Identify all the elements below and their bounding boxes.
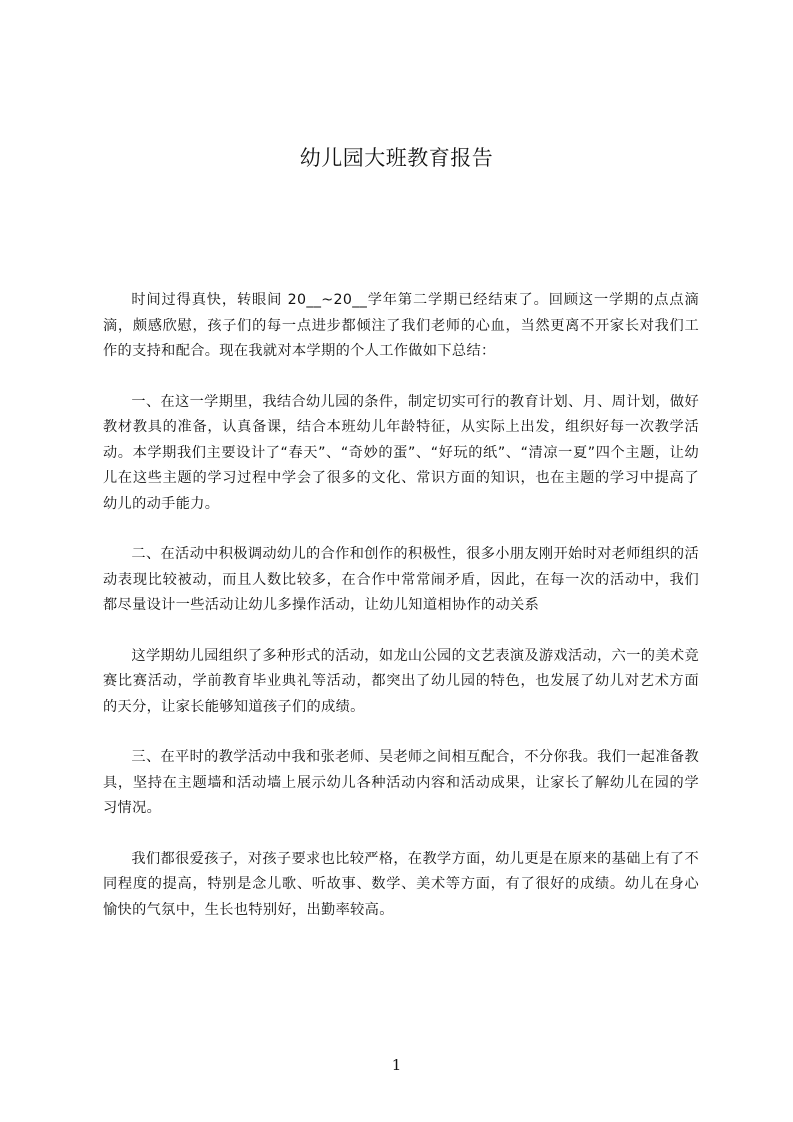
- paragraph-section-three: 三、在平时的教学活动中我和张老师、吴老师之间相互配合，不分你我。我们一起准备教具，坚持在主题墙和活动墙上展示幼儿各种活动内容和活动成果，让家长了解幼儿在园的学习情况。: [103, 749, 699, 816]
- paragraph-activities: 这学期幼儿园组织了多种形式的活动，如龙山公园的文艺表演及游戏活动，六一的美术竞赛比赛活动，学前教育毕业典礼等活动，都突出了幼儿园的特色，也发展了幼儿对艺术方面的天分，让家长能够知道孩子们的成绩。: [103, 647, 699, 715]
- document-body: [103, 288, 699, 948]
- paragraph-conclusion: 我们都很爱孩子，对孩子要求也比较严格，在教学方面，幼儿更是在原来的基础上有了不同程度的提高，特别是念儿歌、听故事、数学、美术等方面，有了很好的成绩。幼儿在身心愉快的气氛中，生长也特别好，出勤率较高。: [103, 850, 699, 918]
- page-number: 1: [391, 1056, 402, 1074]
- document-title: 幼儿园大班教育报告: [299, 146, 494, 170]
- paragraph-intro: 时间过得真快，转眼间 20__~20__学年第二学期已经结束了。回顾这一学期的点点滴滴，颇感欣慰，孩子们的每一点进步都倾注了我们老师的心血，当然更离不开家长对我们工作的支持和配合。现在我就对本学期的个人工作做如下总结：: [103, 292, 699, 359]
- paragraph-section-two: 二、在活动中积极调动幼儿的合作和创作的积极性，很多小朋友刚开始时对老师组织的活动表现比较被动，而且人数比较多，在合作中常常闹矛盾，因此，在每一次的活动中，我们都尽量设计一些活动让幼儿多操作活动，让幼儿知道相协作的动关系: [103, 546, 699, 613]
- paragraph-section-one: 一、在这一学期里，我结合幼儿园的条件，制定切实可行的教育计划、月、周计划，做好教材教具的准备，认真备课，结合本班幼儿年龄特征，从实际上出发，组织好每一次教学活动。本学期我们主要设计了“春天”、“奇妙的蛋”、“好玩的纸”、“清凉一夏”四个主题，让幼儿在这些主题的学习过程中学会了很多的文化、常识方面的知识，也在主题的学习中提高了幼儿的动手能力。: [103, 393, 699, 512]
